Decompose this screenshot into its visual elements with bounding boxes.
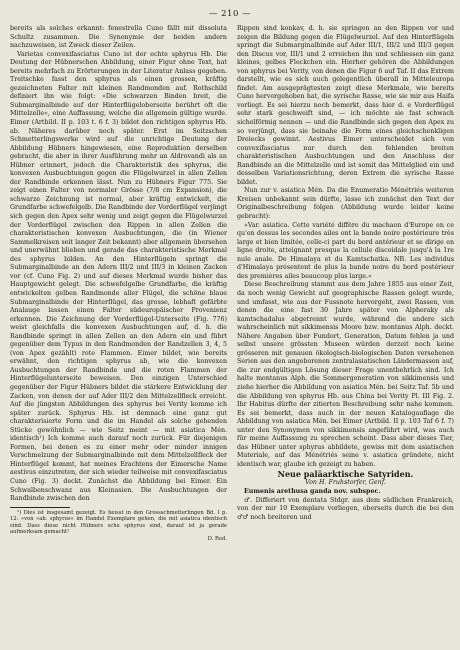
right-paragraph-1: Rippen sind konkav, d. h. sie springen an den Rippen vor und zeigen die Bildung gegen die Flügelwurzel. Auf den Hinterflügeln springt die Submarginalbinde auf Ader III/1, III/2 und III/3 gegen den Discus vor, III/1 und 2 erreichen ihn und schliessen ein ganz kleines, gelbes Fleckchen ein. Hierher gehören die Abbildungen von sphyrus bei Verity, von denen die Figur 6 auf Taf. II das Extrem darstellt, wie es sich auch gelegentlich überall in Mitteleuropa findet. Am ausgeprägtesten zeigt diese Merkmale, wie bereits Cuno hervorgehoben hat, die syrische Rasse, wie sie mir aus Haifa vorliegt. Es sei hierzu noch bemerkt, dass hier d. e Vorderflügel sehr stark geschweift sind, — ich möchte sie fast schwach sichelförmig nennen — und die Randbinde sich gegen den Apex zu so verjüngt, dass sie beinahe die Form eines gleichschenkligen Dreiecks gewinnt. Aestivus Eimer unterscheidet sich von convexifasciatus nur durch den fehlenden breiten charakteristischen Ausbuchtungen und den Anschluss der Randbinde an die Mittelzelle und ist somit das Mittelglied ein und desselben Variationsrichtung, deren Extrem die syrische Rasse bildet. <box>237 25 454 186</box>
footnote-signature: D. Red. <box>207 536 227 542</box>
right-paragraph-2: Nun zur v. asiatica Mén. Da die Enumeratio Ménétriés weiteren Kreisen unbekannt sein dürfte, lasse ich zunächst den Text der Originalbeschreibung folgen (Abbildung wurde leider keine gebracht): <box>237 187 454 221</box>
subspecies-description: ♂. Differiert von dentata Stdgr. aus dem südlichen Frankreich, von der mir 10 Exemplare vorliegen, oberseits durch die bei den ♂♂ noch breiteren und <box>237 496 454 521</box>
left-paragraph-2: Varietas convexifasciatus Cuno ist der echte sphyrus Hb. Die Deutung der Hübnerschen Abbildung, einer Figur ohne Text, hat bereits mehrfach zu Erörterungen in der Literatur Anlass gegeben. Treitschke fasst den sphyrus als einen grossen, kräftig gezeichneten Falter mit kleinen Randmonden auf. Rothschild definiert ihn wie folgt: »Die schwarzen Binden breit, die Submarginalbinde auf der Hinterflügeloberseite berührt oft die Mittelzelle«, eine Auffassung, welche die allgemein gültige wurde. Eimer (Artbild. II p. 103 t. 6 f. 3) bildet den richtigen sphyrus Hb. ab. Näheres darüber noch später. Erst im Seitzschen Schmetterlingswerke wird auf die unrichtige Deutung der Abbildung Hübners hingewiesen, eine Reproduktion derselben gebracht, die aber in ihrer Ausführung mehr an Aldrovandi als an Hübner erinnert, jedoch die Charakteristik des sphyrus, die konvexen Ausbuchtungen gegen die Flügelwurzel in allen Zellen der Randbinde erkennen lässt. Nun zu Hübners Figur 775. Sie zeigt einen Falter von normaler Grösse (7/8 cm Expansion), die schwarze Zeichnung ist normal, aber kräftig entwickelt, die Grundfarbe schwefelgelb. Die Randbinde der Vorderflügel verjüngt sich gegen den Apex sehr wenig und zeigt gegen die Flügelwurzel der Vorderflügel zwischen den Rippen in allen Zellen die charakteristischen konvexen Ausbuchtungen, die (in Wiener Sammelkreisen seit langer Zeit bekannt) aber allgemein übersehen und unerwähnt blieben und gerade das charakteristische Merkmal des sphyrus bilden. An den Hinterflügeln springt die Submarginalbinde an den Adern III/2 und III/3 in kleinen Zacken vor (cf. Cuno Fig. 2) und auf dieses Merkmal wurde bisher das Hauptgewicht gelegt. Die schwefelgelbe Grundfarbe, die kräftig entwickelten gelben Randmonde aller Flügel, die schöne blaue Submarginalbinde der Hinterflügel, das grosse, lebhaft gefärbte Analauge lassen einen Falter südeuropäischer Provenienz erkennen. Die Zeichnung der Vorderflügel-Unterseite (Fig. 776) weist gleichfalls die konvexen Ausbuchtungen auf, d. h. die Randbinde springt in allen Zellen an den Adern ein und führt gegenüber dem Typus in den Randmonden der Randzellen 3, 4, 5 (von Apex gezählt) rote Flammen. Eimer bildet, wie bereits erwähnt, den richtigen sphyrus ab, wie die konvexen Ausbuchtungen der Randbinde und die roten Flammen der Hinterflügelunterseite beweisen. Den einzigen Unterschied gegenüber der Figur Hübners bildet die stärkere Entwicklung der Zacken, von denen der auf Ader III/2 den Mittelzellfleck erreicht. Auf die jüngsten Abbildungen des sphyrus bei Verity komme ich später zurück. Sphyrus Hb. ist demnach eine ganz gut charakterisierte Form und die im Handel als solche gehenden Stücke gewöhnlich — wie Seitz meint — mit asiatica Mén. identisch¹) Ich komme auch darauf noch zurück. Für diejenigen Formen, bei denen es zu einer mehr oder minder innigen Verschmelzung der Submarginalbinde mit dem Mittelzellfleck der Hinterflügel kommt, hat meines Erachtens der Eimersche Name aestivus einzutreten, der sich wieder teilweise mit convexifasciatus Cuno (Fig. 3) deckt. Zunächst die Abbildung bei Eimer. Ein Schwalbenschwanz aus Kleinasien. Die Ausbuchtungen der Randbinde zwischen den <box>10 50 227 503</box>
left-paragraph-1: bereits als solches erkannt: fenestrella Cuno fällt mit dissoluta Schultz zusammen. Die Synonymie der beiden andern nachzuweisen, ist Zweck dieser Zeilen. <box>10 25 227 50</box>
footnote <box>10 510 227 543</box>
left-column <box>10 25 227 543</box>
article-title: Neue paläarktische Satyriden. <box>277 469 414 480</box>
footnote-rule <box>10 507 70 508</box>
subspecies-heading: Eumenis arethusa ganda nov. subspec. <box>244 487 381 495</box>
footnote-text: ¹) Dies ist insgesamt gezeigt. Es heisst in den Grossschmetterlingen Bd. I p. 12: »von »ab. sphyrus« im Handel Exemplare gehen, die mit asiatica identisch sind. Dass diese nicht Hübners sche sphyrus sind, darauf ist ja gerade aufmerksam gemacht! <box>10 509 227 536</box>
right-paragraph-4: Diese Beschreibung stammt aus dem Jahre 1855 aus einer Zeit, da noch wenig Gewicht auf geographische Rassen gelegt wurde, und umfasst, wie aus der Fussnote hervorgeht, zwei Rassen, von denen die eine fast 30 Jahre später von Alpheraky als kamtschadalus abgetrennt wurde, während die andere sich wahrscheinlich mit sikkimensis Moore bzw. montanus Alph. deckt. Nähere Angaben über Fundort, Generation, Datum fehlen ja und selbst unsere grössten Museen würden derzeit noch keine grösseren mit genauen ökologisch-biologischen Daten versehenen Serien aus den angeborenen zentralasiatischen Ländermassen auf, die zur endgültigen Lösung dieser Frage unentbehrlich sind. Ich halte montanus Alph. die Sommergeneration von sikkimensis und ziehe hierher die Abbildung von asiatica Mén. bei Seitz Taf. 5b und die Abbildung von sphyrus Hb. aus China bei Verity Pl. III Fig. 2. Ihr Habitus dürfte der zitierten Beschreibung sehr nahe kommen. Es sei bemerkt, dass auch in der neuen Katalogauflage die Abbildung von asiatica Mén. bei Eimer (Artbild. II p. 103 Taf 6 f. 7) unter den Synonymen von sikkimensis angeführt wird, was auch für meine Auffassung zu sprechen scheint. Dass aber dieses Tier, das Hübner unter sphyrus abbildete, gewiss mit dem asiatischen Materiale, auf das Ménétriés seine v. asiatica gründete, nicht identisch war, glaube ich gezeigt zu haben. <box>237 281 454 468</box>
page-number: — 210 — <box>208 9 252 19</box>
right-column <box>237 25 454 522</box>
article-author: Von H. Fruhstorfer, Genf. <box>305 479 386 487</box>
right-paragraph-quote: »Var. asiatica. Cette variété diffère du machaon d'Europe en ce qu'en dessus les secondes ailes ont la bande noire postérieure très large et bien limitée, celle-ci part du bord antérieur et se dirige en ligne droite, atteignant presque la cellule discoidale jusqu'à la 1re nule anale. De Himalaya et du Kamtschatka. NB. Les individus d'Himalaya présentent de plus la bande noire du bord postérieur des premières ailes beaucoup plus large.« <box>237 221 454 280</box>
